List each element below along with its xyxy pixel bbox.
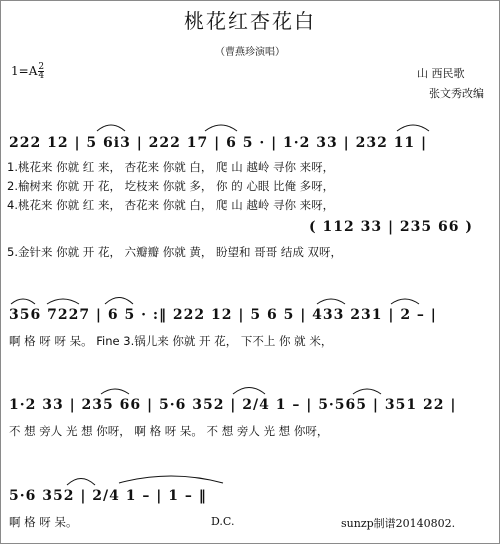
verse-4-lyrics: 4.桃花来 你就 红 来， 杏花来 你就 白， 爬 山 越岭 寻你 来呀，	[7, 198, 335, 212]
system-4-notes: 5·6 352 | 2/4 1 – | 1 – ‖	[9, 488, 207, 504]
system-1-notes: 222 12 | 5 6i3 | 222 17 | 6 5 · | 1·2 33 | 232 11 |	[9, 135, 428, 151]
slur	[397, 125, 429, 131]
verse-1-lyrics: 1.桃花来 你就 红 来， 杏花来 你就 白， 爬 山 越岭 寻你 来呀，	[7, 160, 335, 174]
song-subtitle: （曹燕珍演唱）	[215, 47, 285, 58]
credit-origin: 山 西民歌	[417, 67, 465, 80]
system-3-lyrics: 不 想 旁人 光 想 你呀， 啊 格 呀 呆。 不 想 旁人 光 想 你呀，	[9, 424, 329, 438]
slur	[317, 299, 345, 304]
tie	[119, 476, 223, 483]
key-label: 1=A	[11, 64, 38, 78]
slur	[101, 389, 129, 394]
verse-5-lyrics: 5.金针来 你就 开 花， 六瓣瓣 你就 黄， 盼望和 哥哥 结成 双呀，	[7, 245, 343, 259]
song-title: 桃花红杏花白	[184, 9, 316, 33]
slur	[205, 125, 237, 131]
system-4-lyrics: 啊 格 呀 呆。	[9, 515, 78, 529]
transcriber-signature: sunzp制谱20140802.	[341, 517, 456, 530]
system-2-lyrics: 啊 格 呀 呀 呆。 Fine 3.锅儿来 你就 开 花， 下不上 你 就 米，	[9, 334, 333, 348]
system-1-alternate-notes: ( 112 33 | 235 66 )	[309, 219, 473, 235]
system-2-notes: 356 7227 | 6 5 · :‖ 222 12 | 5 6 5 | 433 231 | 2 – |	[9, 307, 437, 323]
slur	[391, 299, 419, 304]
dc-mark: D.C.	[211, 515, 235, 528]
slur	[353, 389, 381, 394]
time-signature-bottom: 4	[38, 71, 45, 81]
slur-marks	[1, 1, 499, 543]
slur	[67, 479, 95, 486]
slur	[97, 125, 125, 131]
slur	[47, 299, 79, 304]
system-3-notes: 1·2 33 | 235 66 | 5·6 352 | 2/4 1 – | 5·565 | 351 22 |	[9, 397, 457, 413]
time-signature-top: 2	[38, 62, 45, 72]
slur	[105, 298, 133, 305]
credit-arranger: 张文秀改编	[429, 87, 484, 100]
slur	[11, 299, 35, 304]
slur	[233, 388, 265, 395]
verse-2-lyrics: 2.榆树来 你就 开 花， 圪枝来 你就 多， 你 的 心眼 比俺 多呀，	[7, 179, 335, 193]
